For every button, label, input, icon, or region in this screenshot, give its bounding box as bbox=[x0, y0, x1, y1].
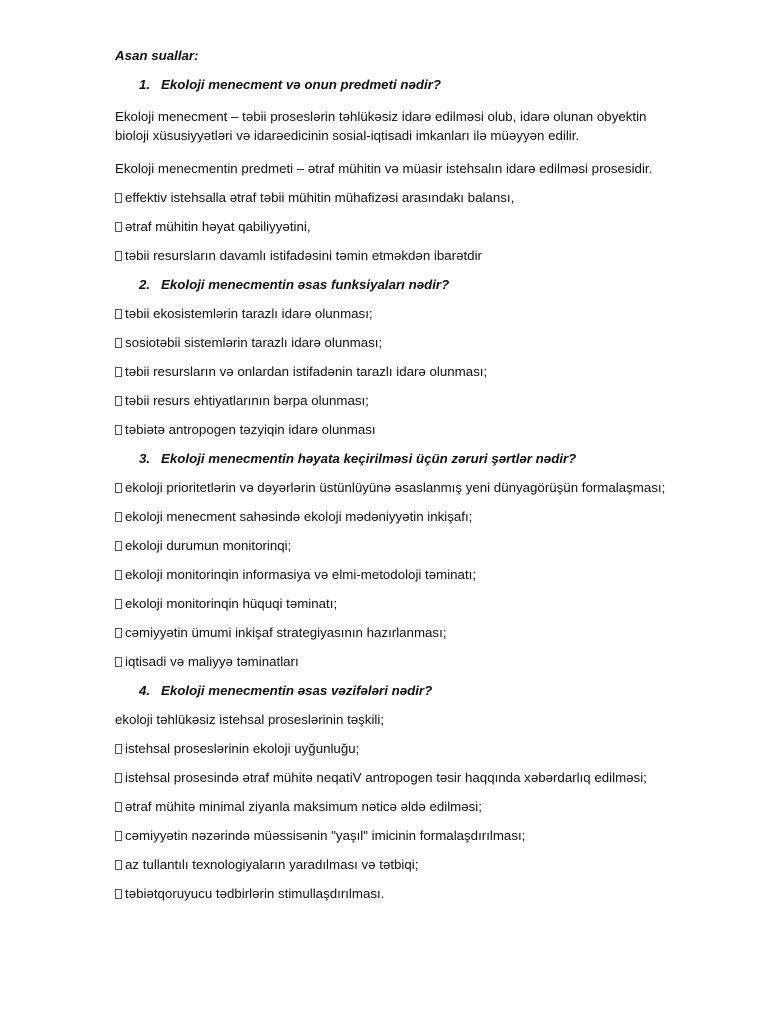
list-item: cəmiyyətin nəzərində müəssisənin "yaşıl" imicinin formalaşdırılması; bbox=[115, 826, 675, 845]
question-3-heading bbox=[115, 449, 675, 468]
document-page bbox=[115, 46, 675, 913]
question-3-number: 3. bbox=[139, 450, 151, 466]
list-item: istehsal proseslərinin ekoloji uyğunluğu; bbox=[115, 739, 675, 758]
question-1-title: Ekoloji menecment və onun predmeti nədir? bbox=[161, 77, 442, 92]
list-item: cəmiyyətin ümumi inkişaf strategiyasının hazırlanması; bbox=[115, 623, 675, 642]
list-item: ekoloji durumun monitorinqi; bbox=[115, 536, 675, 555]
missing-glyph-bullet-icon bbox=[115, 309, 122, 319]
question-4-title: Ekoloji menecmentin əsas vəzifələri nədir? bbox=[161, 682, 433, 698]
missing-glyph-bullet-icon bbox=[115, 512, 122, 522]
list-item: təbii resursların davamlı istifadəsini təmin etməkdən ibarətdir bbox=[115, 246, 675, 265]
missing-glyph-bullet-icon bbox=[115, 396, 122, 406]
question-2-title: Ekoloji menecmentin əsas funksiyaları nədir? bbox=[161, 276, 450, 292]
list-item: təbiətqoruyucu tədbirlərin stimullaşdırılması. bbox=[115, 884, 675, 903]
list-item: ekoloji menecment sahəsində ekoloji mədəniyyətin inkişafı; bbox=[115, 507, 675, 526]
question-1-number: 1. bbox=[139, 77, 151, 92]
question-3-title: Ekoloji menecmentin həyata keçirilməsi üçün zəruri şərtlər nədir? bbox=[161, 450, 577, 466]
missing-glyph-bullet-icon bbox=[115, 889, 122, 899]
list-item: təbii ekosistemlərin tarazlı idarə olunması; bbox=[115, 304, 675, 323]
list-item: effektiv istehsalla ətraf təbii mühitin mühafizəsi arasındakı balansı, bbox=[115, 188, 675, 207]
missing-glyph-bullet-icon bbox=[115, 193, 122, 203]
intro-heading: Asan suallar: bbox=[115, 48, 199, 63]
question-2-number: 2. bbox=[139, 276, 151, 292]
missing-glyph-bullet-icon bbox=[115, 744, 122, 754]
list-item: iqtisadi və maliyyə təminatları bbox=[115, 652, 675, 671]
list-item: ekoloji təhlükəsiz istehsal proseslərinin təşkili; bbox=[115, 711, 385, 727]
question-2-heading bbox=[115, 275, 675, 294]
list-item: təbii resursların və onlardan istifadənin tarazlı idarə olunması; bbox=[115, 362, 675, 381]
question-4-heading bbox=[115, 681, 675, 700]
question-4-number: 4. bbox=[139, 682, 151, 698]
missing-glyph-bullet-icon bbox=[115, 657, 122, 667]
question-1-paragraph-2: Ekoloji menecmentin predmeti – ətraf mühitin və müasir istehsalın idarə edilməsi prosesidir. bbox=[115, 160, 653, 176]
question-1-heading bbox=[115, 75, 675, 94]
missing-glyph-bullet-icon bbox=[115, 541, 122, 551]
list-item: təbiətə antropogen təzyiqin idarə olunması bbox=[115, 420, 675, 439]
missing-glyph-bullet-icon bbox=[115, 570, 122, 580]
missing-glyph-bullet-icon bbox=[115, 425, 122, 435]
list-item: ətraf mühitə minimal ziyanla maksimum nəticə əldə edilməsi; bbox=[115, 797, 675, 816]
missing-glyph-bullet-icon bbox=[115, 860, 122, 870]
list-item: təbii resurs ehtiyatlarının bərpa olunması; bbox=[115, 391, 675, 410]
missing-glyph-bullet-icon bbox=[115, 773, 122, 783]
missing-glyph-bullet-icon bbox=[115, 831, 122, 841]
list-item: ekoloji monitorinqin informasiya və elmi-metodoloji təminatı; bbox=[115, 565, 675, 584]
missing-glyph-bullet-icon bbox=[115, 599, 122, 609]
missing-glyph-bullet-icon bbox=[115, 367, 122, 377]
missing-glyph-bullet-icon bbox=[115, 483, 122, 493]
list-item: az tullantılı texnologiyaların yaradılması və tətbiqi; bbox=[115, 855, 675, 874]
missing-glyph-bullet-icon bbox=[115, 802, 122, 812]
list-item: ekoloji monitorinqin hüquqi təminatı; bbox=[115, 594, 675, 613]
list-item: ekoloji prioritetlərin və dəyərlərin üstünlüyünə əsaslanmış yeni dünyagörüşün formalaşması; bbox=[115, 478, 675, 497]
list-item: ətraf mühitin həyat qabiliyyətini, bbox=[115, 217, 675, 236]
list-item: sosiotəbii sistemlərin tarazlı idarə olunması; bbox=[115, 333, 675, 352]
question-1-paragraph-1: Ekoloji menecment – təbii proseslərin təhlükəsiz idarə edilməsi olub, idarə olunan obyektin bioloji xüsusiyyətləri və idarəedicinin sosial-iqtisadi imkanları ilə müəyyən edilir. bbox=[115, 109, 647, 144]
missing-glyph-bullet-icon bbox=[115, 338, 122, 348]
missing-glyph-bullet-icon bbox=[115, 222, 122, 232]
list-item: istehsal prosesində ətraf mühitə neqatiV antropogen təsir haqqında xəbərdarlıq edilməsi; bbox=[115, 768, 675, 787]
missing-glyph-bullet-icon bbox=[115, 628, 122, 638]
missing-glyph-bullet-icon bbox=[115, 251, 122, 261]
